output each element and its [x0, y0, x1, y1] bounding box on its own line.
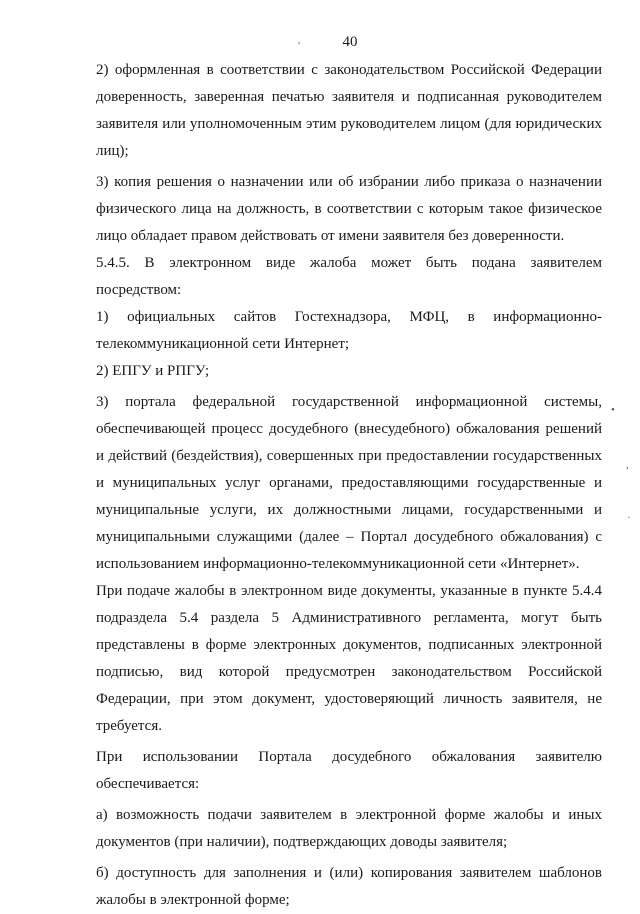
- paragraph-power-of-attorney: 2) оформленная в соответствии с законодательством Российской Федерации доверенность, заверенная печатью заявителя и подписанная руководителем заявителя или уполномоченным этим руководителем лицом (для юридических лиц);: [96, 62, 602, 159]
- paragraph-appeal-portal: 3) портала федеральной государственной информационной системы, обеспечивающей процесс досудебного (внесудебного) обжалования решений и действий (бездействия), совершенных при предоставлении государственных и муниципальных услуг органами, предоставляющими государственные и муниципальные услуги, их должностными лицами, государственными и муниципальными служащими (далее – Портал досудебного обжалования) с использованием информационно-телекоммуникационной сети «Интернет».: [96, 394, 602, 572]
- paragraph-item-a: а) возможность подачи заявителем в электронной форме жалобы и иных документов (при наличии), подтверждающих доводы заявителя;: [96, 807, 602, 850]
- paragraph-appointment-copy: 3) копия решения о назначении или об избрании либо приказа о назначении физического лица на должность, в соответствии с которым такое физическое лицо обладает правом действовать от имени заявителя без доверенности.: [96, 174, 602, 244]
- paragraph-5-4-5: 5.4.5. В электронном виде жалоба может быть подана заявителем посредством:: [96, 255, 602, 298]
- scan-mark: •: [611, 404, 615, 416]
- paragraph-official-sites: 1) официальных сайтов Гостехнадзора, МФЦ, в информационно-телекоммуникационной сети Интернет;: [96, 309, 602, 352]
- document-body: [96, 57, 602, 914]
- scan-mark: ·: [627, 512, 631, 524]
- scan-mark: ': [298, 40, 300, 52]
- scan-mark: ,: [626, 459, 629, 471]
- paragraph-epgu-rpgu: 2) ЕПГУ и РПГУ;: [96, 363, 210, 379]
- page-number: 40: [342, 34, 358, 50]
- paragraph-item-b: б) доступность для заполнения и (или) копирования заявителем шаблонов жалобы в электронной форме;: [96, 865, 602, 908]
- paragraph-electronic-documents: При подаче жалобы в электронном виде документы, указанные в пункте 5.4.4 подраздела 5.4 раздела 5 Административного регламента, могут быть представлены в форме электронных документов, подписанных электронной подписью, вид которой предусмотрен законодательством Российской Федерации, при этом документ, удостоверяющий личность заявителя, не требуется.: [96, 583, 602, 734]
- paragraph-portal-usage: При использовании Портала досудебного обжалования заявителю обеспечивается:: [96, 749, 602, 792]
